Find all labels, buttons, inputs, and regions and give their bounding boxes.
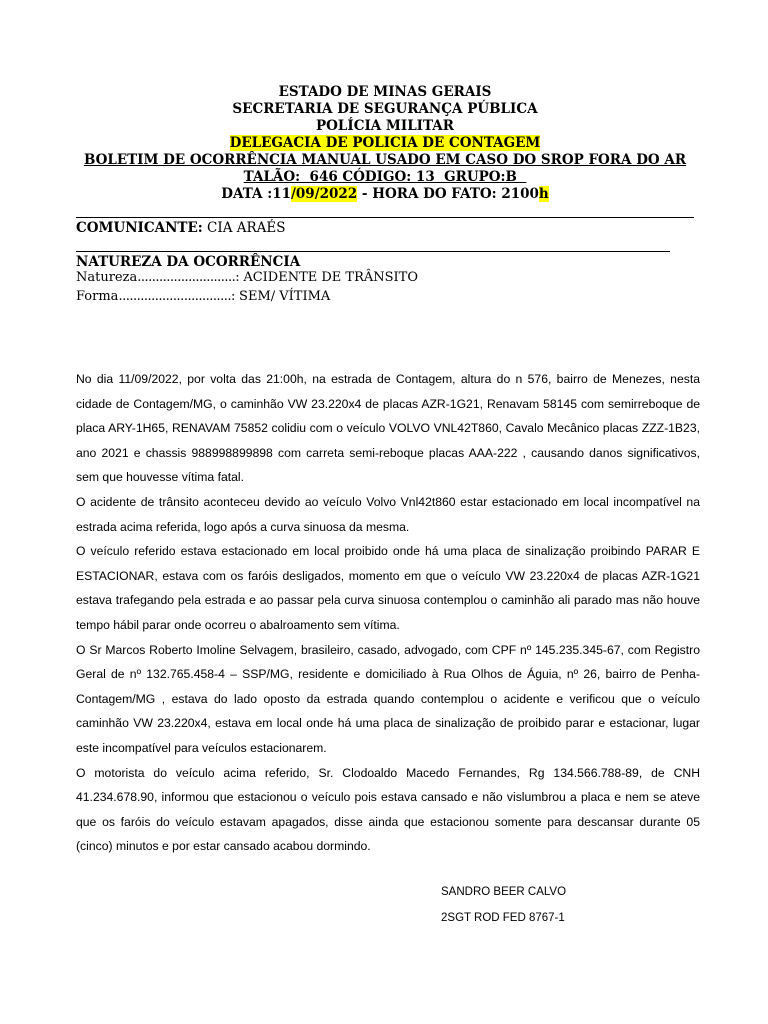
time-label: - HORA DO FATO: 2100 [357,186,539,202]
divider-middle [76,251,670,252]
natureza-row [76,270,418,285]
narrative-paragraph: O acidente de trânsito aconteceu devido ao veículo Volvo Vnl42t860 estar estacionado em local incompatível na estrada acima referida, logo após a curva sinuosa da mesma. [76,494,700,534]
forma-dots: ...............................: [118,289,235,304]
narrative-body [76,367,700,859]
comunicante-row [76,220,286,236]
forma-value: SEM/ VÍTIMA [234,289,331,304]
narrative-paragraph: O motorista do veículo acima referido, Sr. Clodoaldo Macedo Fernandes, Rg 134.566.788-89, de CNH 41.234.678.90, informou que estacionou o veículo pois estava cansado e não vislumbrou a placa e nem se ateve que os faróis do veículo estavam apagados, disse ainda que estacionou somente para descansar durante 05 (cinco) minutos e por estar cansado acabou dormindo. [76,765,700,854]
header-boletim-title: BOLETIM DE OCORRÊNCIA MANUAL USADO EM CASO DO SROP FORA DO AR [83,152,687,168]
header-state: ESTADO DE MINAS GERAIS [278,84,492,100]
natureza-dots: ...........................: [137,270,240,285]
narrative-paragraph: No dia 11/09/2022, por volta das 21:00h, na estrada de Contagem, altura do n 576, bairro de Menezes, nesta cidade de Contagem/MG, o caminhão VW 23.220x4 de placas AZR-1G21, Renavam 58145 com semirreboque de placa ARY-1H65, RENAVAM 75852 colidiu com o veículo VOLVO VNL42T860, Cavalo Mecânico placas ZZZ-1B23, ano 2021 e chassis 988998899898 com carreta semi-reboque placas AAA-222 , causando danos significativos, sem que houvesse vítima fatal. [76,372,700,485]
natureza-value: ACIDENTE DE TRÂNSITO [239,270,419,285]
natureza-title: NATUREZA DA OCORRÊNCIA [76,254,301,270]
signature-rank: 2SGT ROD FED 8767-1 [441,912,565,924]
narrative-paragraph: O Sr Marcos Roberto Imoline Selvagem, brasileiro, casado, advogado, com CPF nº 145.235.345-67, com Registro Geral de nº 132.765.458-4 – SSP/MG, residente e domiciliado à Rua Olhos de Águia, nº 26, bairro de Penha- Contagem/MG , estava do lado oposto da estrada quando contemplou o acidente e verificou que o veículo caminhão VW 23.220x4, estava em local onde há uma placa de sinalização de proibido parar e estacionar, lugar este incompatível para veículos estacionarem. [76,642,700,755]
narrative-paragraph: O veículo referido estava estacionado em local proibido onde há uma placa de sinalização proibindo PARAR E ESTACIONAR, estava com os faróis desligados, momento em que o veículo VW 23.220x4 de placas AZR-1G21 estava trafegando pela estrada e ao passar pela curva sinuosa contemplou o caminhão ali parado mas não houve tempo hábil parar onde ocorreu o abalroamento sem vítima. [76,544,700,632]
time-suffix: h [538,186,549,202]
header-talao: TALÃO: 646 CÓDIGO: 13 GRUPO:B [243,169,527,185]
header-police: POLÍCIA MILITAR [315,118,455,134]
header-delegacia: DELEGACIA DE POLICIA DE CONTAGEM [229,135,541,151]
date-highlight: /09/2022 [290,186,358,202]
forma-row [76,289,330,304]
header-secretariat: SECRETARIA DE SEGURANÇA PÚBLICA [232,101,538,117]
comunicante-value: CIA ARAÉS [202,220,286,236]
header-date-line [60,186,710,203]
document-header [60,84,710,203]
forma-label: Forma [76,289,119,304]
signature-name: SANDRO BEER CALVO [441,886,567,898]
date-prefix: DATA :11 [221,186,291,202]
divider-top [76,217,694,218]
comunicante-label: COMUNICANTE: [76,220,203,236]
natureza-label: Natureza [76,270,138,285]
